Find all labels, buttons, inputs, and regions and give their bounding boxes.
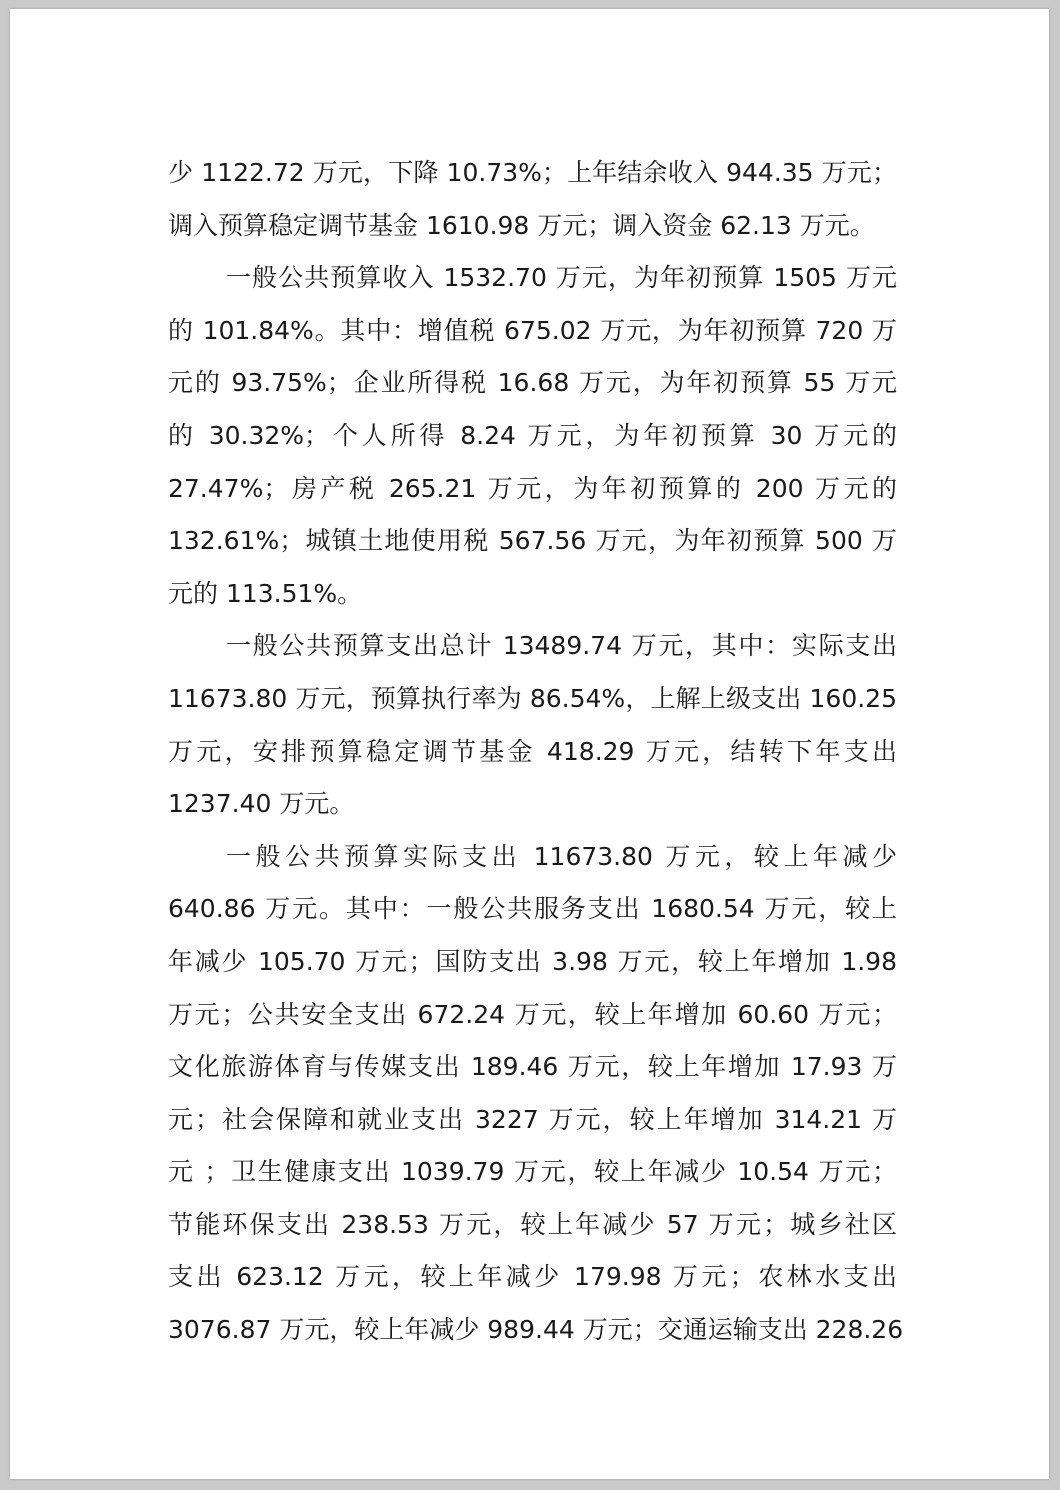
text-line: 640.86 万元。其中：一般公共服务支出 1680.54 万元，较上 [168, 894, 897, 924]
text-line: 3076.87 万元，较上年减少 989.44 万元；交通运输支出 228.26 [168, 1315, 904, 1345]
text-line: 元；社会保障和就业支出 3227 万元，较上年增加 314.21 万 [168, 1104, 897, 1134]
text-line: 一般公共预算实际支出 11673.80 万元，较上年减少 [226, 841, 897, 871]
text-line: 元 ；卫生健康支出 1039.79 万元，较上年减少 10.54 万元； [168, 1157, 897, 1187]
text-line: 的 30.32%；个人所得 8.24 万元，为年初预算 30 万元的 [168, 420, 897, 450]
document-page [10, 9, 1049, 1479]
body-text [168, 147, 904, 1357]
text-line: 万元，安排预算稳定调节基金 418.29 万元，结转下年支出 [168, 736, 897, 766]
text-line: 元的 113.51%。 [168, 578, 363, 608]
text-line: 节能环保支出 238.53 万元，较上年减少 57 万元；城乡社区 [168, 1209, 897, 1239]
text-line: 27.47%；房产税 265.21 万元，为年初预算的 200 万元的 [168, 473, 897, 503]
text-line: 的 101.84%。其中：增值税 675.02 万元，为年初预算 720 万 [168, 315, 897, 345]
text-line: 支出 623.12 万元，较上年减少 179.98 万元；农林水支出 [168, 1262, 897, 1292]
text-line: 万元；公共安全支出 672.24 万元，较上年增加 60.60 万元； [168, 999, 897, 1029]
text-line: 132.61%；城镇土地使用税 567.56 万元，为年初预算 500 万 [168, 526, 897, 556]
text-line: 一般公共预算支出总计 13489.74 万元，其中：实际支出 [226, 631, 897, 661]
text-line: 一般公共预算收入 1532.70 万元，为年初预算 1505 万元 [226, 263, 897, 293]
text-line: 少 1122.72 万元，下降 10.73%；上年结余收入 944.35 万元； [168, 158, 897, 187]
text-line: 调入预算稳定调节基金 1610.98 万元；调入资金 62.13 万元。 [168, 210, 875, 240]
text-line: 文化旅游体育与传媒支出 189.46 万元，较上年增加 17.93 万 [168, 1052, 897, 1082]
text-line: 11673.80 万元，预算执行率为 86.54%，上解上级支出 160.25 [168, 683, 897, 713]
text-line: 年减少 105.70 万元；国防支出 3.98 万元，较上年增加 1.98 [168, 946, 897, 976]
text-line: 1237.40 万元。 [168, 789, 355, 819]
text-line: 元的 93.75%；企业所得税 16.68 万元，为年初预算 55 万元 [168, 368, 897, 398]
